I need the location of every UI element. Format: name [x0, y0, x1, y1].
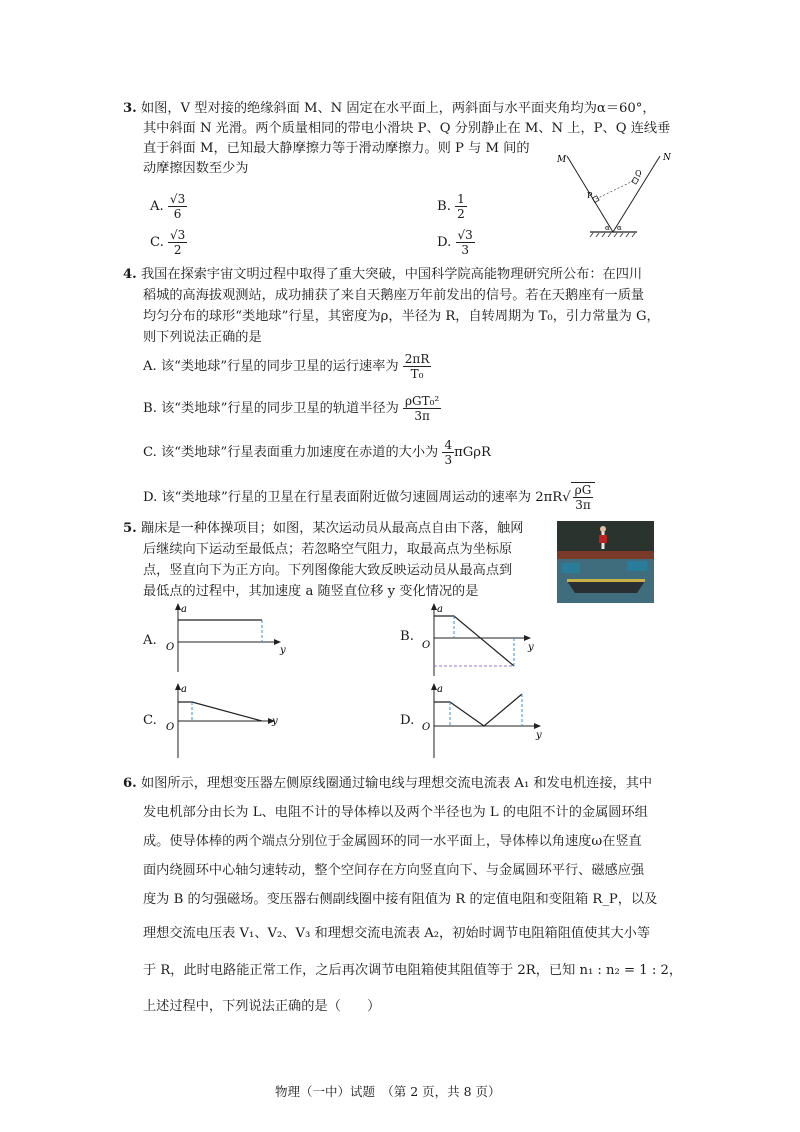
q3-option-c: [150, 228, 187, 257]
q6-line7: 于 R，此时电路能正常工作，之后再次调节电阻箱使其阻值等于 2R，已知 n₁ : n₂ = 1 : 2，: [143, 963, 683, 978]
graph-c-a-label: a: [181, 684, 187, 695]
page-footer: 物理（一中）试题 （第 2 页，共 8 页）: [275, 1084, 501, 1099]
q4-option-d-den: 3π: [575, 498, 591, 512]
q6-line3: 成。使导体棒的两个端点分别位于金属圆环的同一水平面上，导体棒以角速度ω在竖直: [143, 834, 642, 849]
graph-a-a-label: a: [181, 604, 187, 615]
q4-option-a: [143, 352, 431, 381]
q4-option-d-num: ρG: [574, 483, 592, 497]
q4-line3: 均匀分布的球形“类地球”行星，其密度为ρ，半径为 R，自转周期为 T₀，引力常量为 G，: [143, 309, 660, 324]
block-q: [632, 177, 639, 184]
graph-c-y-label: y: [272, 716, 278, 727]
q6-number: 6.: [123, 776, 137, 791]
q4-option-d-label: D.: [143, 490, 158, 505]
q5-number: 5.: [123, 521, 137, 536]
graph-d-curve: [434, 694, 522, 726]
q3-line3: 直于斜面 M，已知最大静摩擦力等于滑动摩擦力。则 P 与 M 间的: [143, 141, 530, 156]
q3-option-c-label: C.: [150, 235, 164, 250]
graph-b-y-label: y: [528, 642, 534, 653]
q4-line2: 稻城的高海拔观测站，成功捕获了来自天鹅座万年前发出的信号。若在天鹅座有一质量: [143, 288, 645, 303]
q4-option-c-den: 3: [444, 453, 453, 467]
q3-option-b-den: 2: [457, 207, 465, 221]
q3-option-a-den: 6: [173, 207, 182, 221]
q5-line3: 点，竖直向下为正方向。下列图像能大致反映运动员从最高点到: [143, 563, 513, 578]
q3-option-b-num: 1: [457, 192, 465, 206]
q4-option-a-num: 2πR: [404, 352, 430, 366]
pq-line: [596, 180, 635, 199]
q3-number: 3.: [123, 101, 137, 116]
q6-line1: [123, 775, 652, 793]
q5-line4: 最低点的过程中，其加速度 a 随竖直位移 y 变化情况的是: [143, 584, 479, 599]
q4-option-d-frac: [573, 483, 594, 512]
q4-option-a-text: 该“类地球”行星的同步卫星的运行速率为: [160, 359, 399, 374]
q3-line1-text: 如图，V 型对接的绝缘斜面 M、N 固定在水平面上，两斜面与水平面夹角均为α＝60°，: [140, 101, 656, 116]
q5-line2: 后继续向下运动至最低点；若忽略空气阻力，取最高点为坐标原: [143, 542, 513, 557]
q3-option-c-den: 2: [173, 243, 182, 257]
q3-option-d-frac: [456, 228, 475, 257]
q3-incline-figure: [555, 148, 680, 243]
label-p: P: [587, 191, 593, 200]
q4-option-d-text: 该“类地球”行星的卫星在行星表面附近做匀速圆周运动的速率为: [161, 490, 532, 505]
trampoline-photo: [557, 521, 654, 603]
q4-option-d-pre: 2πR: [535, 490, 563, 505]
q5-graph-b-label: B.: [400, 629, 414, 644]
q6-line1-text: 如图所示，理想变压器左侧原线圈通过输电线与理想交流电流表 A₁ 和发电机连接，其中: [140, 776, 653, 791]
q4-line4: 则下列说法正确的是: [143, 330, 262, 345]
q5-graph-d-label: D.: [400, 713, 415, 728]
q5-line1-text: 蹦床是一种体操项目；如图，某次运动员从最高点自由下落，触网: [140, 521, 524, 536]
q5-line1: [123, 520, 523, 538]
q3-option-a-label: A.: [150, 199, 164, 214]
q4-option-c-num: 4: [444, 438, 453, 452]
sqrt-sign: √: [562, 490, 571, 505]
q5-graph-c: [160, 680, 290, 760]
q5-graph-c-label: C.: [143, 713, 157, 728]
q3-option-b-label: B.: [437, 199, 451, 214]
q6-line2: 发电机部分由长为 L、电阻不计的导体棒以及两个半径也为 L 的电阻不计的金属圆环组: [143, 805, 648, 820]
graph-d-a-label: a: [437, 684, 443, 695]
q6-line4: 面内绕圆环中心轴匀速转动，整个空间存在方向竖直向下、与金属圆环平行、磁感应强: [143, 863, 645, 878]
q3-option-c-num: √3: [170, 228, 186, 242]
q4-option-a-frac: [403, 352, 432, 381]
q4-number: 4.: [123, 267, 137, 282]
q6-line5: 度为 B 的匀强磁场。变压器右侧副线圈中接有阻值为 R 的定值电阻和变阻箱 R_P，以及: [143, 892, 658, 907]
q3-line2: 其中斜面 N 光滑。两个质量相同的带电小滑块 P、Q 分别静止在 M、N 上，P、Q 连线垂: [143, 121, 671, 136]
q4-line1: [123, 266, 642, 284]
q5-graph-b: [418, 600, 548, 678]
q3-line4: 动摩擦因数至少为: [143, 161, 249, 176]
q6-line8: 上述过程中，下列说法正确的是（ ）: [143, 999, 381, 1014]
q5-graph-d: [418, 680, 548, 760]
q3-option-d-label: D.: [437, 235, 452, 250]
graph-c-curve: [178, 702, 262, 721]
q3-option-a: [150, 192, 187, 221]
q4-option-c: [143, 438, 491, 467]
incline-n-line: [613, 156, 660, 232]
label-m: M: [557, 155, 567, 165]
q4-option-b-frac: [403, 394, 441, 423]
graph-b-o-label: O: [422, 640, 431, 651]
graph-a-o-label: O: [166, 642, 175, 653]
q3-option-b-frac: [455, 192, 467, 221]
q4-option-b-text: 该“类地球”行星的同步卫星的轨道半径为: [161, 401, 399, 416]
q4-option-c-frac: [442, 438, 454, 467]
q3-option-b: [437, 192, 467, 221]
label-alpha-right: α: [617, 224, 622, 232]
label-n: N: [663, 153, 671, 163]
label-alpha-left: α: [605, 224, 610, 232]
q4-option-b-den: 3π: [414, 409, 430, 423]
q5-graph-a: [160, 600, 290, 680]
graph-a-y-label: y: [280, 645, 286, 656]
q5-graph-a-label: A.: [143, 633, 157, 648]
label-q: Q: [635, 169, 642, 178]
q3-line1: [123, 100, 656, 118]
q3-option-d: [437, 228, 475, 257]
q4-option-a-den: T₀: [410, 367, 424, 381]
graph-d-o-label: O: [422, 722, 431, 733]
q4-line1-text: 我国在探索宇宙文明过程中取得了重大突破，中国科学院高能物理研究所公布：在四川: [140, 267, 643, 282]
q4-option-c-text: 该“类地球”行星表面重力加速度在赤道的大小为: [161, 445, 439, 460]
q4-option-d-sqrt: [571, 482, 596, 512]
q3-option-d-den: 3: [461, 243, 469, 257]
q3-option-a-num: √3: [169, 192, 186, 206]
q3-option-c-frac: [168, 228, 187, 257]
graph-b-a-label: a: [437, 604, 443, 615]
q4-option-c-tail: πGρR: [454, 445, 491, 460]
q4-option-a-label: A.: [143, 359, 157, 374]
q4-option-b: [143, 394, 441, 423]
q3-option-d-num: √3: [457, 228, 473, 242]
q3-option-a-frac: [168, 192, 187, 221]
graph-c-o-label: O: [166, 722, 175, 733]
graph-b-curve: [434, 616, 514, 666]
q4-option-b-label: B.: [143, 401, 157, 416]
graph-d-y-label: y: [536, 730, 542, 741]
q4-option-d: [143, 482, 595, 512]
q4-option-b-num: ρGT₀²: [404, 394, 440, 408]
q4-option-c-label: C.: [143, 445, 157, 460]
q6-line6: 理想交流电压表 V₁、V₂、V₃ 和理想交流电流表 A₂，初始时调节电阻箱阻值使其大小等: [143, 926, 651, 941]
